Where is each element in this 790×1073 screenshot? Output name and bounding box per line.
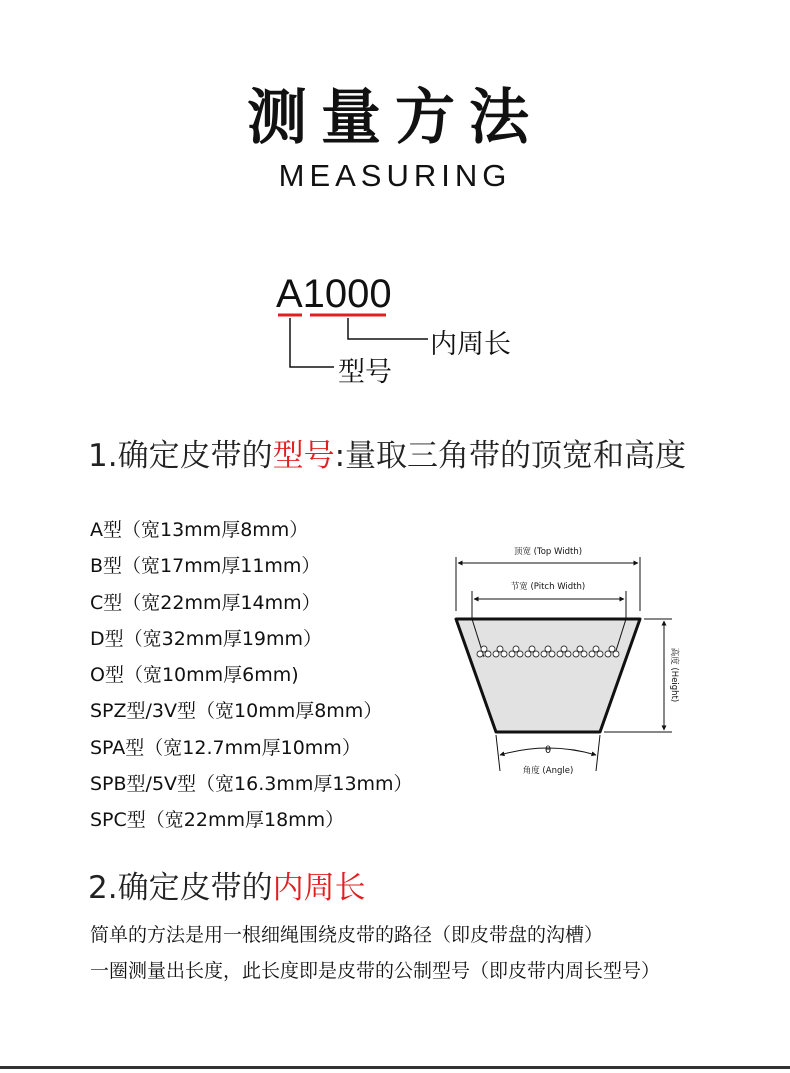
- section1-heading-suffix: :量取三角带的顶宽和高度: [334, 438, 687, 474]
- model-leader: [290, 318, 334, 367]
- section2-heading-prefix: 2.确定皮带的: [88, 870, 273, 906]
- height-label: 高度 (Height): [669, 647, 679, 703]
- spec-item: O型（宽10mm厚6mm): [90, 664, 299, 687]
- belt-spec-list: [90, 512, 413, 839]
- angle-label: 角度 (Angle): [522, 766, 574, 776]
- belt-trapezoid: [456, 619, 640, 732]
- model-label: 型号: [338, 357, 392, 388]
- pitch-width-label: 节宽 (Pitch Width): [510, 582, 586, 592]
- model-code: A1000: [276, 272, 392, 316]
- section2-description: [90, 917, 660, 989]
- description-line: 一圈测量出长度，此长度即是皮带的公制型号（即皮带内周长型号）: [90, 960, 661, 982]
- model-code-leader-lines: [0, 0, 790, 400]
- section2-heading-highlight: 内周长: [272, 870, 366, 906]
- spec-item: C型（宽22mm厚14mm）: [90, 591, 321, 614]
- spec-item: SPB型/5V型（宽16.3mm厚13mm）: [90, 773, 413, 796]
- section1-heading: [88, 430, 686, 475]
- page-title: 测量方法: [247, 83, 543, 153]
- section2-heading: [88, 862, 366, 907]
- spec-item: SPA型（宽12.7mm厚10mm）: [90, 736, 361, 759]
- spec-item: A型（宽13mm厚8mm）: [90, 519, 309, 541]
- spec-item: SPZ型/3V型（宽10mm厚8mm）: [90, 700, 383, 723]
- spec-item: D型（宽32mm厚19mm）: [90, 627, 323, 650]
- bottom-divider: [0, 1066, 790, 1069]
- page-subtitle: MEASURING: [278, 158, 512, 193]
- section1-heading-prefix: 1.确定皮带的: [88, 438, 273, 474]
- inner-circumference-label: 内周长: [430, 329, 511, 360]
- belt-cross-section-diagram: [440, 535, 700, 785]
- spec-item: SPC型（宽22mm厚18mm）: [90, 809, 345, 832]
- inner-circumference-leader: [348, 318, 428, 339]
- spec-item: B型（宽17mm厚11mm）: [90, 555, 321, 578]
- section1-heading-highlight: 型号: [272, 438, 335, 474]
- angle-symbol: θ: [544, 745, 552, 756]
- description-line: 简单的方法是用一根细绳围绕皮带的路径（即皮带盘的沟槽）: [90, 924, 604, 946]
- top-width-label: 顶宽 (Top Width): [513, 547, 583, 557]
